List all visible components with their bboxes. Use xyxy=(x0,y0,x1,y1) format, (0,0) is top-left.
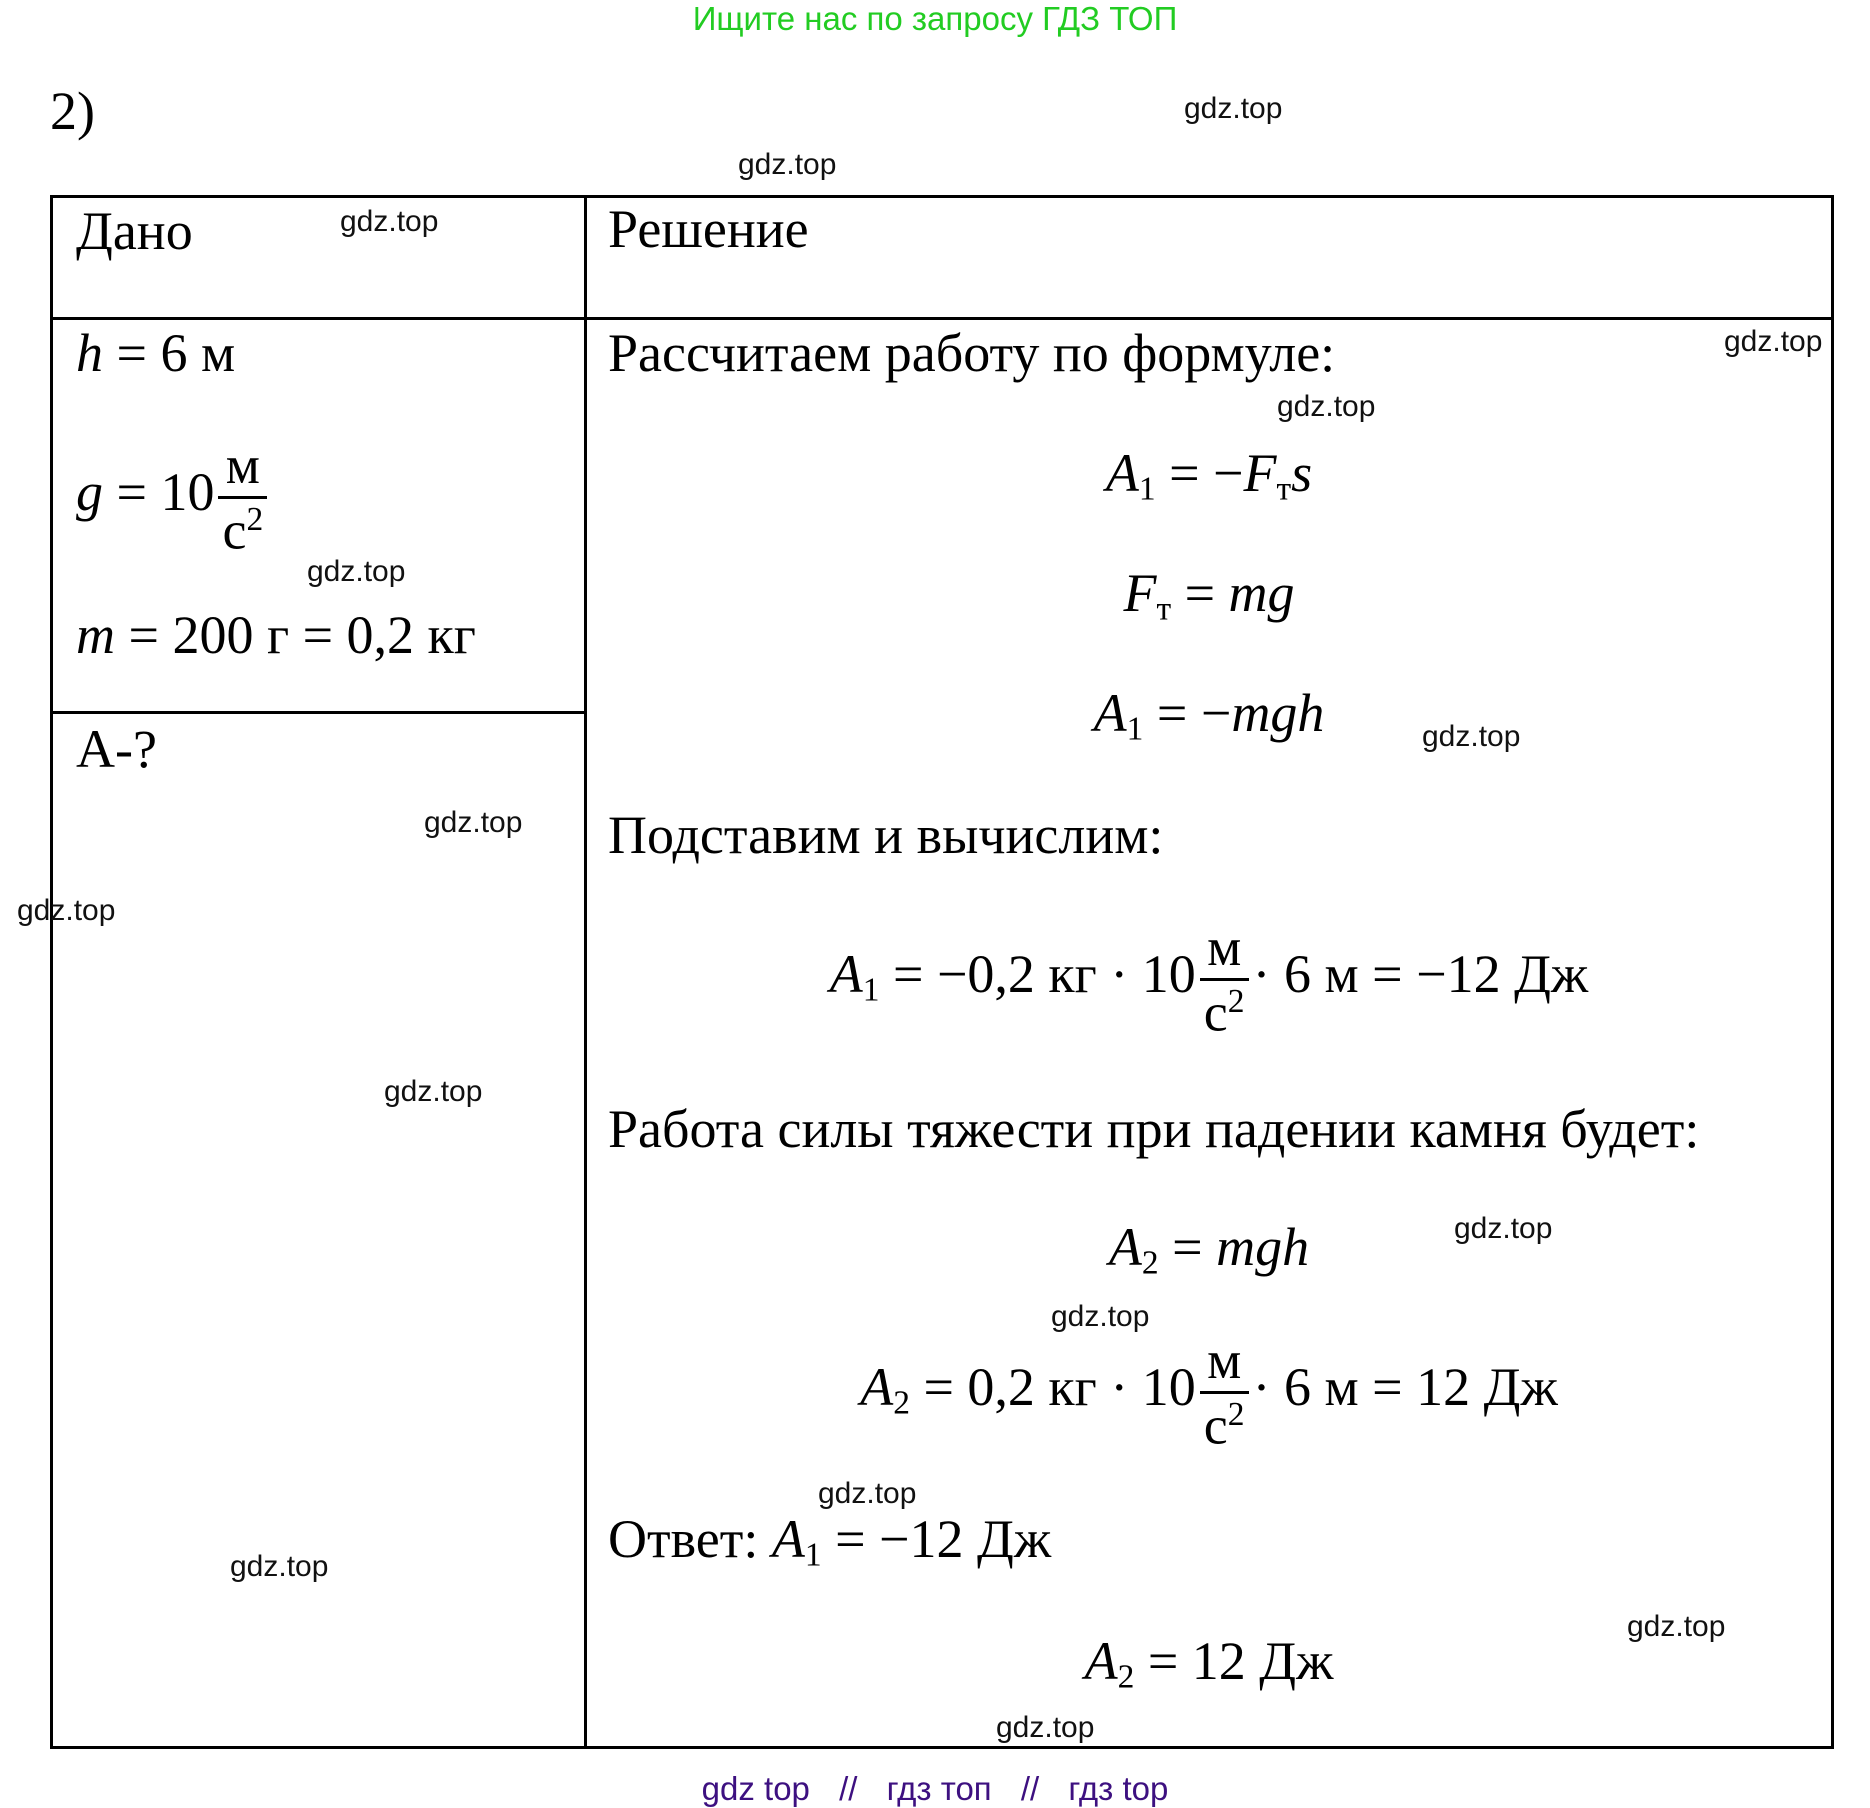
watermark: gdz.top xyxy=(1627,1610,1726,1643)
watermark: gdz.top xyxy=(1277,390,1376,423)
watermark: gdz.top xyxy=(1051,1300,1150,1333)
watermark: gdz.top xyxy=(818,1477,917,1510)
footer-separator: // xyxy=(1020,1770,1040,1807)
find-quantity: А-? xyxy=(76,719,157,779)
given-m: m = 200 г = 0,2 кг xyxy=(76,605,476,665)
watermark: gdz.top xyxy=(1454,1212,1553,1245)
footer-links xyxy=(0,1770,1870,1808)
watermark: gdz.top xyxy=(738,148,837,181)
table-border-left xyxy=(50,195,53,1749)
watermark: gdz.top xyxy=(424,806,523,839)
given-find-divider xyxy=(50,711,586,714)
footer-link[interactable]: гдз топ xyxy=(886,1770,992,1807)
watermark: gdz.top xyxy=(1422,720,1521,753)
formula-gravity: $F_т$ = mg xyxy=(1123,563,1295,628)
footer-link[interactable]: gdz top xyxy=(701,1770,810,1807)
watermark: gdz.top xyxy=(1184,92,1283,125)
header-divider xyxy=(50,317,1834,320)
calculation-2: $A_2 = 0,2$ кг · 10 $\frac{м}{с^2}$ · 6 м = 12 Дж xyxy=(860,1330,1558,1456)
solution-header: Решение xyxy=(608,199,809,259)
given-h: h = 6 м xyxy=(76,323,236,383)
table-border-bottom xyxy=(50,1746,1834,1749)
watermark: gdz.top xyxy=(996,1711,1095,1744)
problem-number: 2) xyxy=(50,81,95,141)
watermark: gdz.top xyxy=(384,1075,483,1108)
calculation-1: $A_1 = -0,2$ кг · 10 $\frac{м}{с^2}$ · 6 м = −12 Дж xyxy=(829,917,1589,1043)
answer-2: $A_2 = 12$ Дж xyxy=(1084,1631,1334,1696)
answer-1: Ответ: $A_1 = -12$ Дж xyxy=(608,1509,1052,1574)
formula-work-1: $A_1 = -F_тs$ xyxy=(1105,443,1313,508)
search-banner: Ищите нас по запросу ГДЗ ТОП xyxy=(692,0,1178,37)
work-gravity-text: Работа силы тяжести при падении камня будет: xyxy=(608,1099,1700,1159)
formula-work-2: $A_2$ = mgh xyxy=(1108,1217,1310,1282)
watermark: gdz.top xyxy=(340,205,439,238)
table-border-top xyxy=(50,195,1834,198)
substitute-text: Подставим и вычислим: xyxy=(608,805,1164,865)
watermark: gdz.top xyxy=(1724,325,1823,358)
footer-separator: // xyxy=(839,1770,858,1807)
formula-work-1-mgh: $A_1 = -mgh$ xyxy=(1093,683,1325,748)
given-header: Дано xyxy=(76,201,193,261)
given-g: g = 10 $\frac{м}{с^2}$ xyxy=(76,438,271,557)
footer-link[interactable]: гдз top xyxy=(1068,1770,1169,1807)
watermark: gdz.top xyxy=(307,555,406,588)
watermark: gdz.top xyxy=(17,894,116,927)
solution-intro: Рассчитаем работу по формуле: xyxy=(608,323,1336,383)
watermark: gdz.top xyxy=(230,1550,329,1583)
